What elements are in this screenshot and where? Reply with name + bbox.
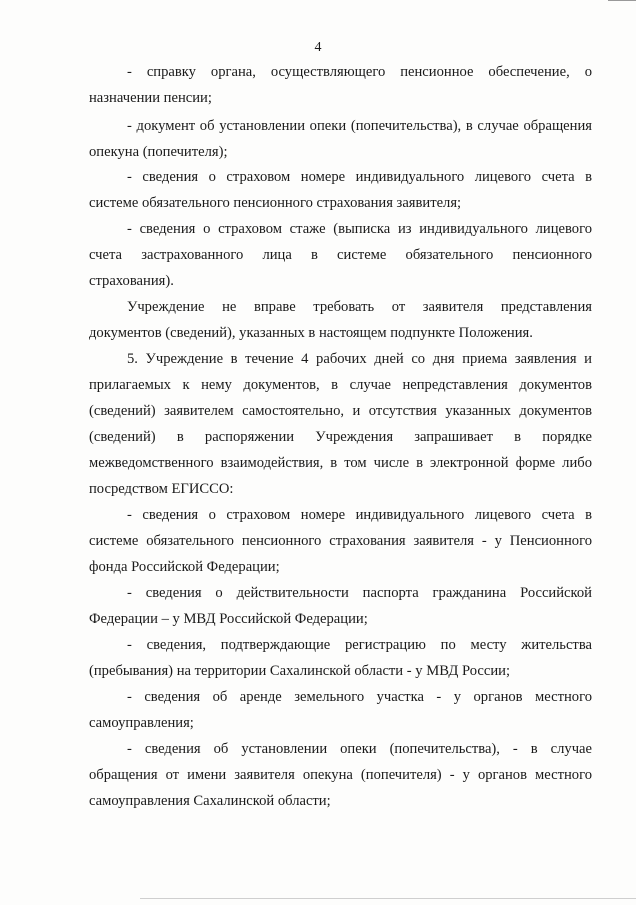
- page-number: 4: [314, 40, 322, 55]
- paragraph-6: [89, 346, 592, 502]
- text-line: Федерации – у МВД Российской Федерации;: [89, 611, 368, 627]
- text-line: системе обязательного пенсионного страхования заявителя;: [89, 195, 462, 211]
- text-line: - сведения о действительности паспорта гражданина Российской: [127, 585, 592, 601]
- text-line: Учреждение не вправе требовать от заявителя представления: [127, 299, 592, 315]
- paragraph-2: [89, 113, 592, 165]
- text-line: (сведений) заявителем самостоятельно, и отсутствия указанных документов: [89, 403, 592, 419]
- text-line: системе обязательного пенсионного страхования заявителя - у Пенсионного: [89, 533, 592, 549]
- text-line: назначении пенсии;: [89, 90, 212, 106]
- paragraph-5: [89, 294, 592, 346]
- scan-edge-line: [140, 898, 636, 899]
- text-line: 5. Учреждение в течение 4 рабочих дней со дня приема заявления и: [127, 351, 592, 367]
- paragraph-8: [89, 580, 592, 632]
- text-line: - сведения об установлении опеки (попечительства), - в случае: [127, 741, 592, 757]
- paragraph-10: [89, 684, 592, 736]
- text-line: самоуправления;: [89, 715, 194, 731]
- text-line: - сведения о страховом стаже (выписка из индивидуального лицевого: [127, 221, 592, 237]
- text-line: - сведения о страховом номере индивидуального лицевого счета в: [127, 507, 592, 523]
- text-line: - документ об установлении опеки (попечительства), в случае обращения: [127, 118, 592, 134]
- paragraph-7: [89, 502, 592, 580]
- paragraph-4: [89, 216, 592, 294]
- text-line: - справку органа, осуществляющего пенсионное обеспечение, о: [127, 64, 592, 80]
- text-line: опекуна (попечителя);: [89, 144, 228, 160]
- text-line: самоуправления Сахалинской области;: [89, 793, 331, 809]
- text-line: обращения от имени заявителя опекуна (попечителя) - у органов местного: [89, 767, 592, 783]
- text-line: посредством ЕГИССО:: [89, 481, 234, 497]
- paragraph-9: [89, 632, 592, 684]
- text-line: (пребывания) на территории Сахалинской области - у МВД России;: [89, 663, 511, 679]
- text-line: счета застрахованного лица в системе обязательного пенсионного: [89, 247, 592, 263]
- text-line: - сведения о страховом номере индивидуального лицевого счета в: [127, 169, 592, 185]
- paragraph-3: [89, 164, 592, 216]
- text-line: страхования).: [89, 273, 174, 289]
- paragraph-11: [89, 736, 592, 814]
- text-line: документов (сведений), указанных в настоящем подпункте Положения.: [89, 325, 533, 341]
- text-line: межведомственного взаимодействия, в том числе в электронной форме либо: [89, 455, 592, 471]
- paragraph-1: [89, 59, 592, 111]
- text-line: (сведений) в распоряжении Учреждения запрашивает в порядке: [89, 429, 592, 445]
- text-line: фонда Российской Федерации;: [89, 559, 280, 575]
- text-line: - сведения, подтверждающие регистрацию по месту жительства: [127, 637, 592, 653]
- text-line: прилагаемых к нему документов, в случае непредставления документов: [89, 377, 592, 393]
- text-line: - сведения об аренде земельного участка - у органов местного: [127, 689, 592, 705]
- scan-edge-line: [608, 0, 636, 1]
